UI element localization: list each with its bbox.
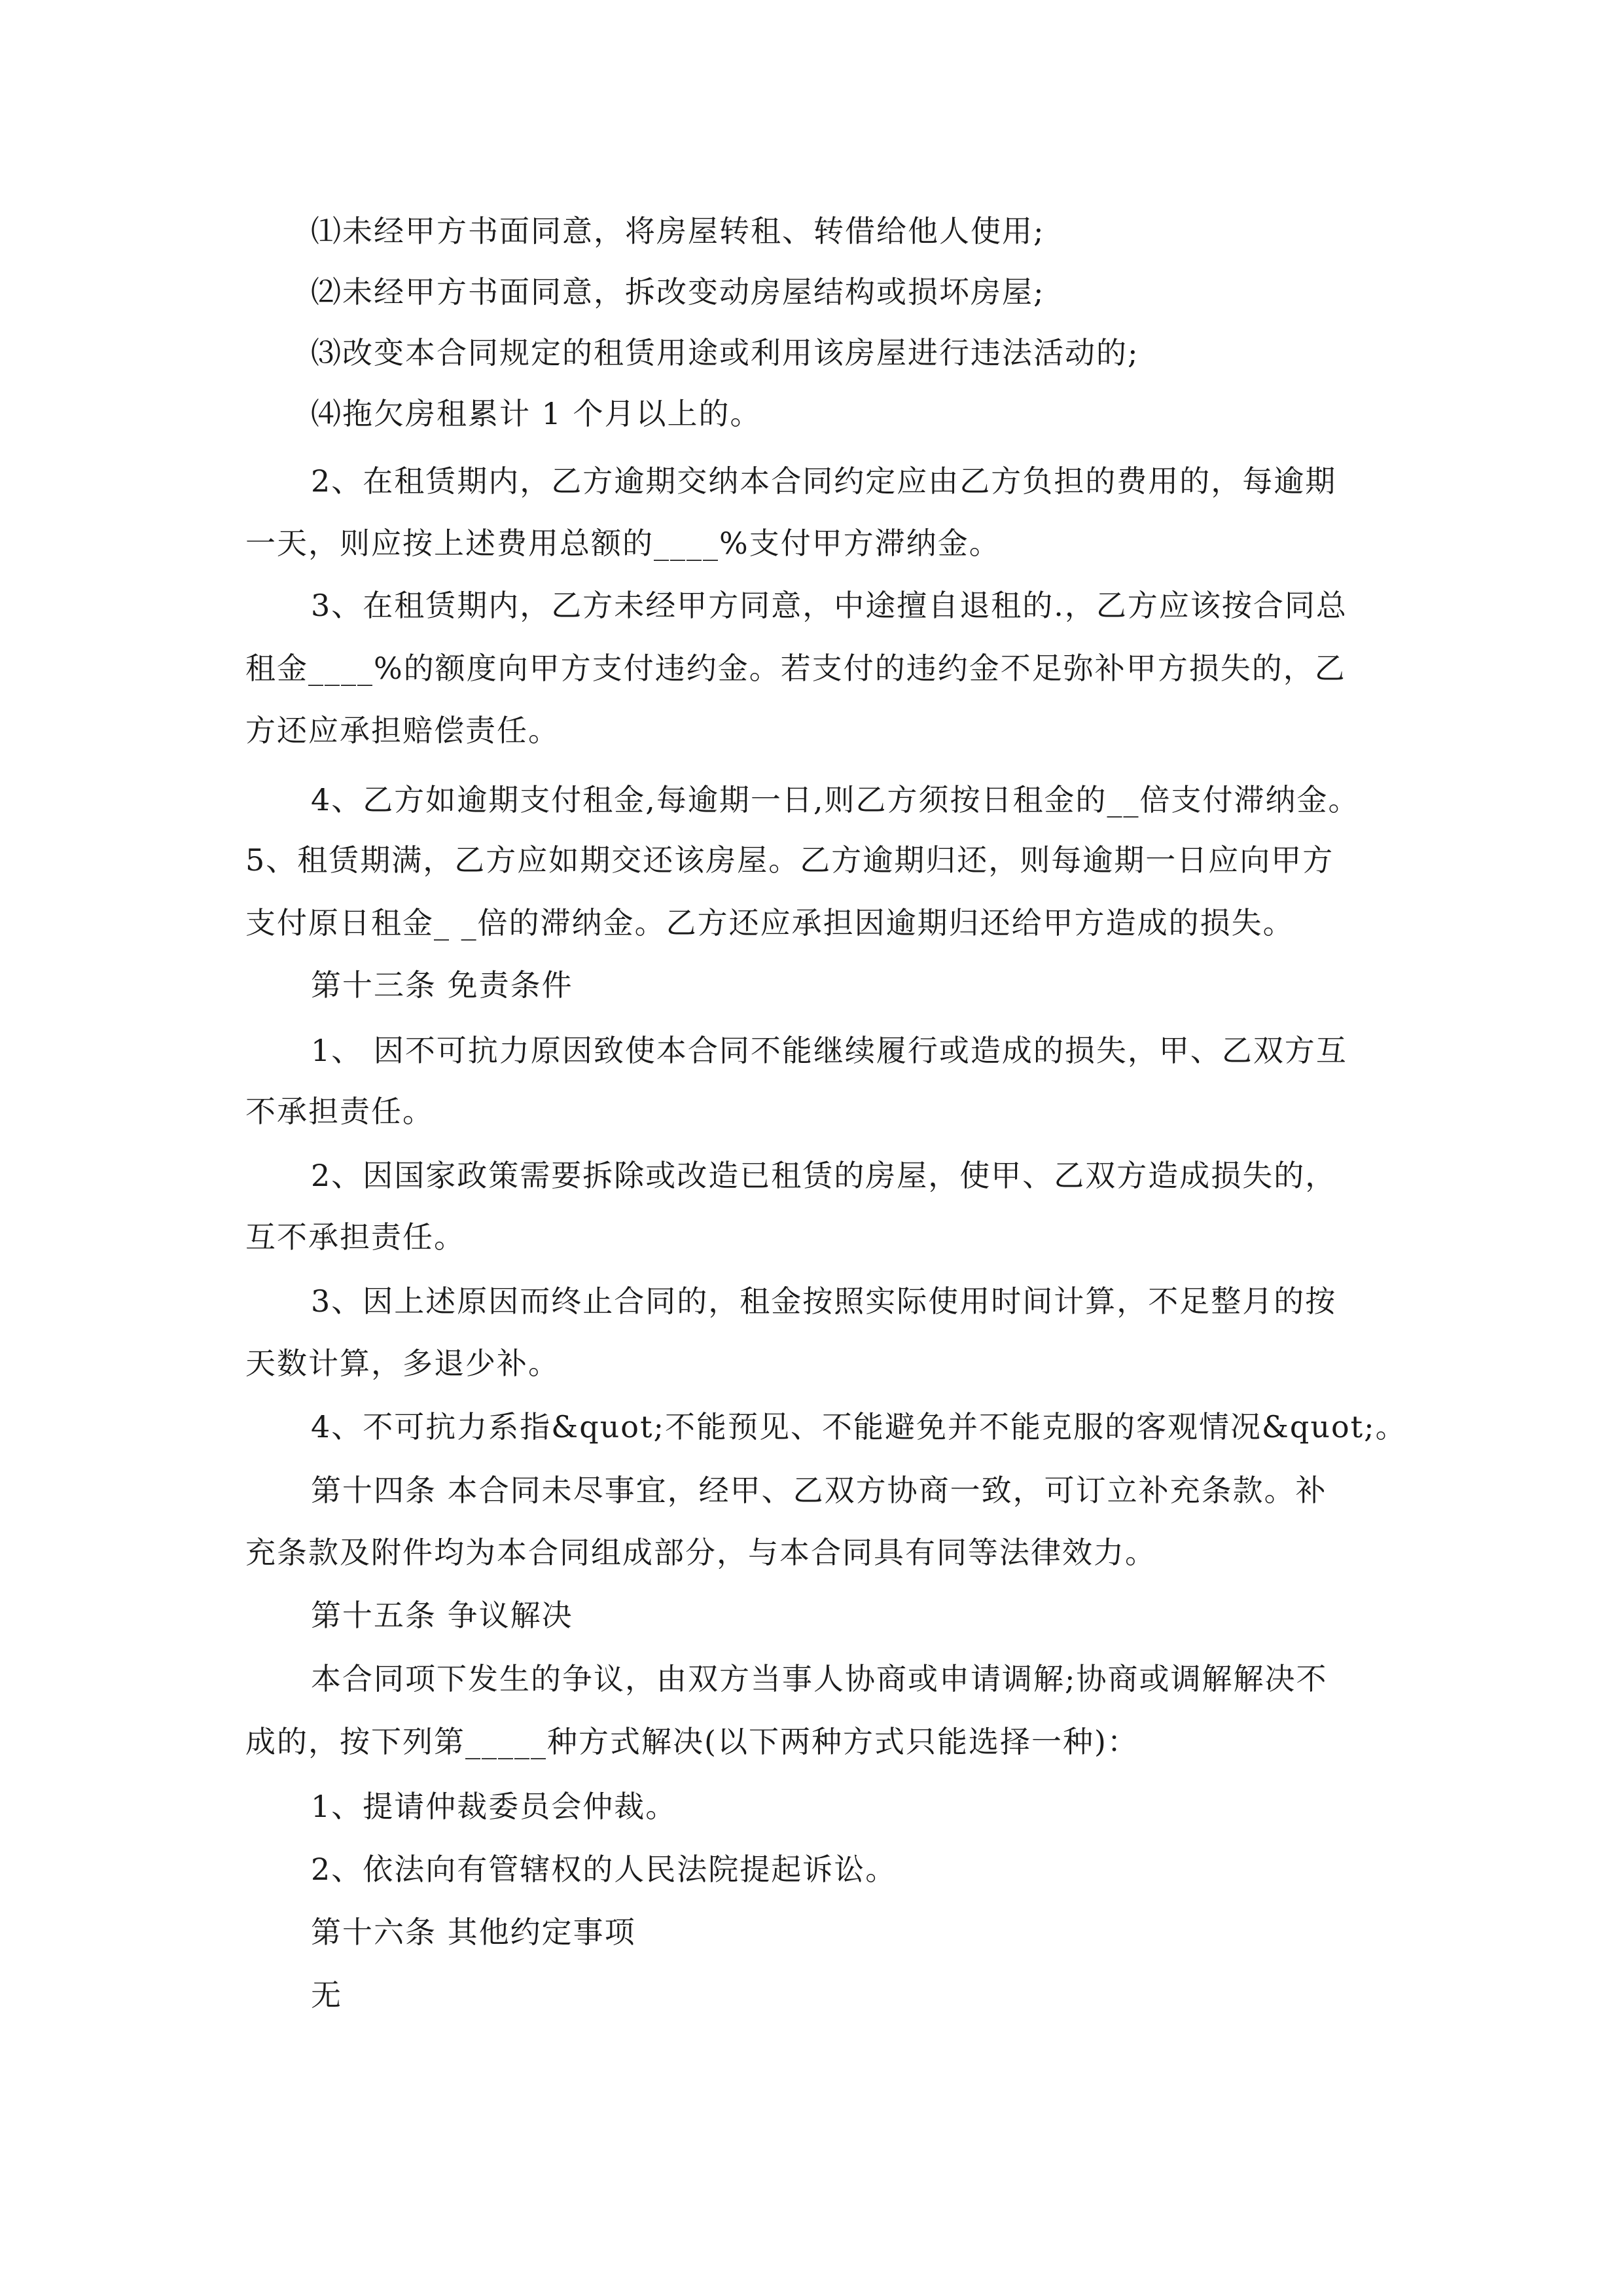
text-line: 支付原日租金_ _倍的滞纳金。乙方还应承担因逾期归还给甲方造成的损失。 (245, 905, 1294, 941)
text-line: ⑵未经甲方书面同意，拆改变动房屋结构或损坏房屋; (311, 274, 1045, 310)
text-line: 4、乙方如逾期支付租金,每逾期一日,则乙方须按日租金的__倍支付滞纳金。 (311, 782, 1360, 817)
text-line: 1、提请仲裁委员会仲裁。 (311, 1789, 677, 1824)
text-line: 2、因国家政策需要拆除或改造已租赁的房屋，使甲、乙双方造成损失的， (311, 1158, 1337, 1193)
text-line: 天数计算，多退少补。 (245, 1346, 560, 1381)
text-line: 无 (311, 1977, 342, 2013)
text-line: 3、在租赁期内，乙方未经甲方同意，中途擅自退租的.，乙方应该按合同总 (311, 588, 1347, 623)
text-line: 不承担责任。 (245, 1094, 434, 1129)
text-line: 5、租赁期满，乙方应如期交还该房屋。乙方逾期归还，则每逾期一日应向甲方 (245, 842, 1334, 878)
text-line: 1、 因不可抗力原因致使本合同不能继续履行或造成的损失，甲、乙双方互 (311, 1033, 1347, 1068)
text-line: 3、因上述原因而终止合同的，租金按照实际使用时间计算，不足整月的按 (311, 1283, 1337, 1319)
text-line: 2、依法向有管辖权的人民法院提起诉讼。 (311, 1852, 897, 1887)
text-line: 充条款及附件均为本合同组成部分，与本合同具有同等法律效力。 (245, 1535, 1156, 1570)
text-line: 方还应承担赔偿责任。 (245, 713, 560, 748)
text-line: 成的，按下列第_____种方式解决(以下两种方式只能选择一种)： (245, 1724, 1139, 1759)
text-line: 一天，则应按上述费用总额的____%支付甲方滞纳金。 (245, 526, 1001, 561)
text-line: 2、在租赁期内，乙方逾期交纳本合同约定应由乙方负担的费用的，每逾期 (311, 463, 1337, 499)
section-heading: 第十三条 免责条件 (311, 967, 573, 1003)
text-line: ⑴未经甲方书面同意，将房屋转租、转借给他人使用; (311, 213, 1045, 249)
text-line: 本合同项下发生的争议，由双方当事人协商或申请调解;协商或调解解决不 (311, 1661, 1328, 1696)
text-line: 租金____%的额度向甲方支付违约金。若支付的违约金不足弥补甲方损失的，乙 (245, 651, 1346, 686)
section-heading: 第十五条 争议解决 (311, 1598, 573, 1633)
text-line: 第十四条 本合同未尽事宜，经甲、乙双方协商一致，可订立补充条款。补 (311, 1473, 1327, 1508)
text-line: ⑷拖欠房租累计 1 个月以上的。 (311, 396, 762, 431)
text-line: ⑶改变本合同规定的租赁用途或利用该房屋进行违法活动的; (311, 335, 1139, 370)
text-line: 互不承担责任。 (245, 1219, 465, 1255)
text-line: 4、不可抗力系指&quot;不能预见、不能避免并不能克服的客观情况&quot;。 (311, 1409, 1407, 1444)
section-heading: 第十六条 其他约定事项 (311, 1914, 636, 1950)
